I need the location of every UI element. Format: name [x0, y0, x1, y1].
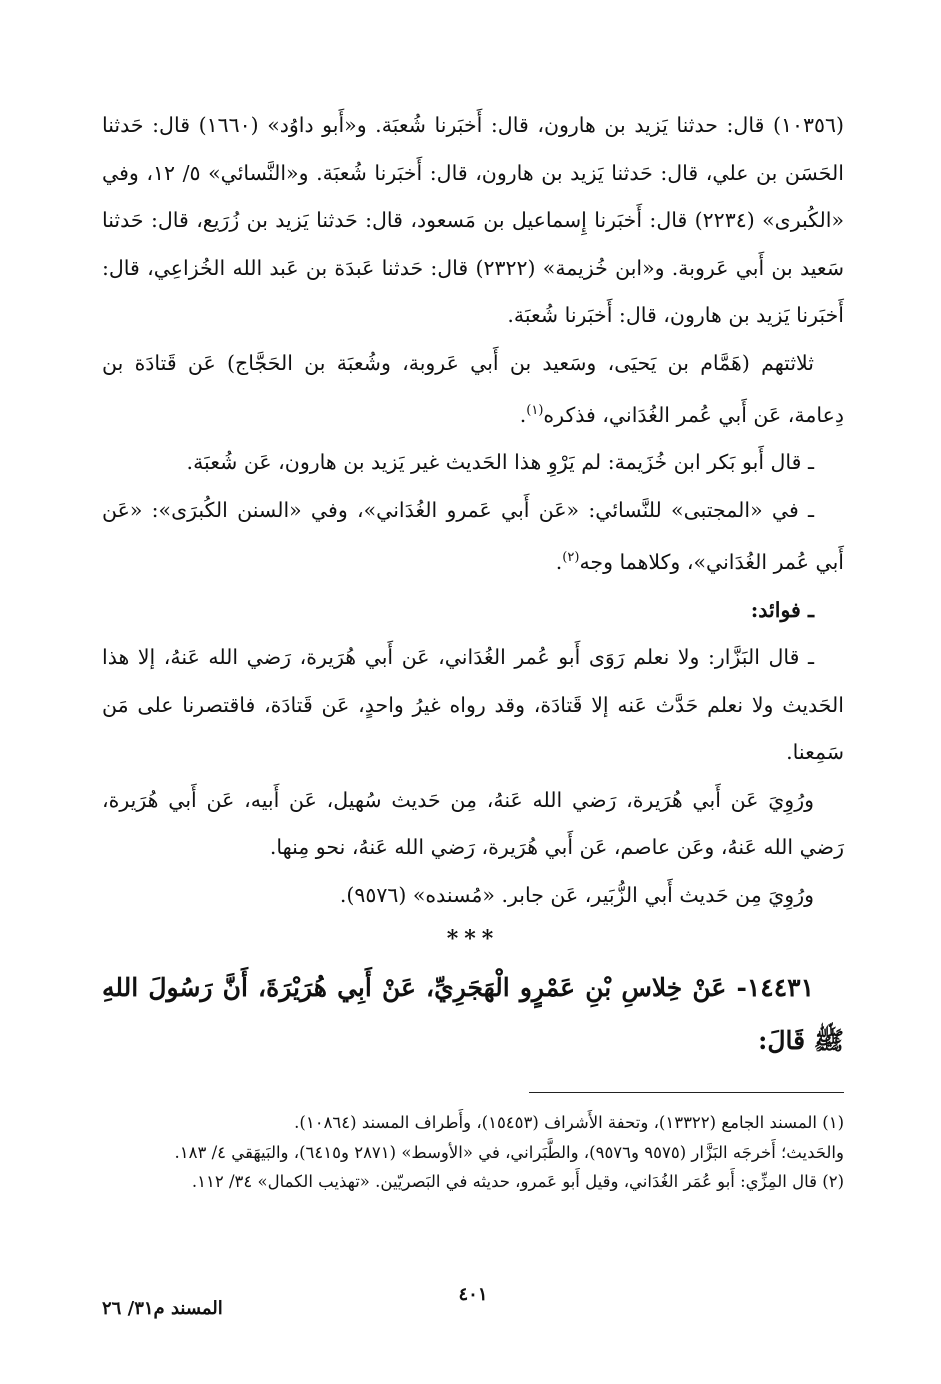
paragraph-suhayl	[95, 777, 844, 872]
paragraph-suhayl-text: ورُوِيَ عَن أَبي هُرَيرة، رَضي الله عَنهُ، مِن حَديث سُهيل، عَن أَبيه، عَن أَبي هُرَيرة، رَضي الله عَنهُ، وعَن عاصم، عَن أَبي هُرَيرة، رَضي الله عَنهُ، نحو مِنها.	[95, 787, 844, 860]
footnote-1-line-2: والحَديث؛ أَخرجَه البَزَّار (٩٥٧٥ و٩٥٧٦)، والطَّبَراني، في «الأوسط» (٢٨٧١ و٦٤١٥)، والبَيهَقي ٤/ ١٨٣.	[174, 1142, 844, 1162]
paragraph-abu-zubayr	[102, 872, 844, 920]
paragraph-bazzar-text: ـ قال البَزَّار: ولا نعلم رَوَى أَبو عُمر الغُدَاني، عَن أَبي هُرَيرة، رَضي الله عَنهُ، إلا هذا الحَديث ولا نعلم حَدَّث عَنه إلا قَتادَة، وقد رواه غيرُ واحدٍ، عَن قَتادَة، فاقتصرنا على مَن سَمِعنا.	[95, 645, 844, 765]
paragraph-ibn-khuzaymah	[102, 439, 844, 487]
footnote-1-line-1: (١) المسند الجامع (١٣٣٢٢)، وتحفة الأَشراف (١٥٤٥٣)، وأَطراف المسند (١٠٨٦٤).	[294, 1113, 844, 1132]
section-heading-benefits: ـ فوائد:	[750, 597, 814, 622]
footnote-2: (٢) قال المِزِّي: أَبو عُمَر الغُدَاني، وقيل أَبو عَمرو، حديثه في البَصريّين. «تهذيب الكمال» ٣٤/ ١١٢.	[191, 1172, 844, 1191]
hadith-text: ١٤٤٣١- عَنْ خِلاسِ بْنِ عَمْرٍو الْهَجَرِيِّ، عَنْ أَبِي هُرَيْرَةَ، أَنَّ رَسُولَ اللهِ ﷺ قَالَ:	[102, 973, 844, 1056]
footnotes	[102, 1108, 844, 1197]
paragraph-chain-text: ثلاثتهم (هَمَّام بن يَحيَى، وسَعيد بن أَبي عَروبة، وشُعبَة بن الحَجَّاج) عَن قَتادَة بن دِعامة، عَن أَبي عُمر الغُدَاني، فذكره	[95, 350, 844, 427]
footnote-ref-1[interactable]: (١)	[526, 403, 544, 418]
section-separator: ***	[446, 926, 500, 953]
paragraph-mujtaba-text: ـ في «المجتبى» للنَّسائي: «عَن أَبي عَمرو الغُدَاني»، وفي «السنن الكُبرَى»: «عَن أَبي عُمر الغُدَاني»، وكلاهما وجه	[95, 497, 844, 575]
footnote-ref-2[interactable]: (٢)	[562, 550, 580, 566]
paragraph-bazzar	[95, 634, 844, 777]
main-text	[95, 102, 845, 1067]
paragraph-chain: ثلاثتهم (هَمَّام بن يَحيَى، وسَعيد بن أَبي عَروبة، وشُعبَة بن الحَجَّاج) عَن قَتادَة بن دِعامة، عَن أَبي عُمر الغُدَاني، فذكره$^{(١)}$.	[95, 350, 844, 427]
paragraph-ibn-khuzaymah-text: ـ قال أَبو بَكر ابن خُزَيمة: لم يَرْوِ هذا الحَديث غير يَزيد بن هارون، عَن شُعبَة.	[186, 450, 814, 475]
paragraph-abu-zubayr-text: ورُوِيَ مِن حَديث أَبي الزُّبَير، عَن جابر. «مُسنده» (٩٥٧٦).	[339, 882, 814, 907]
page-signature: المسند م٣١/ ٢٦	[102, 1298, 223, 1319]
page-number: ٤٠١	[458, 1284, 488, 1305]
paragraph-mujtaba: ـ في «المجتبى» للنَّسائي: «عَن أَبي عَمرو الغُدَاني»، وفي «السنن الكُبرَى»: «عَن أَبي عُمر الغُدَاني»، وكلاهما وجه$^{(٢)}$.	[95, 497, 844, 575]
paragraph-sources	[95, 102, 845, 340]
paragraph-sources-text: (١٠٣٥٦) قال: حدثنا يَزيد بن هارون، قال: أَخبَرنا شُعبَة. و«أَبو داوُد» (١٦٦٠) قال: حَدثنا الحَسَن بن علي، قال: حَدثنا يَزيد بن هارون، قال: أَخبَرنا شُعبَة. و«النَّسائي» ٥/ ١٢، وفي «الكُبرى» (٢٢٣٤) قال: أَخبَرنا إِسماعيل بن مَسعود، قال: حَدثنا يَزيد بن زُرَيع، قال: حَدثنا سَعيد بن أَبي عَروبة. و«ابن خُزيمة» (٢٣٢٢) قال: حَدثنا عَبدَة بن عَبد الله الخُزاعِي، قال: أَخبَرنا يَزيد بن هارون، قال: أَخبَرنا شُعبَة.	[95, 113, 845, 327]
footnote-divider	[529, 1092, 844, 1093]
page-footer	[102, 1286, 844, 1326]
